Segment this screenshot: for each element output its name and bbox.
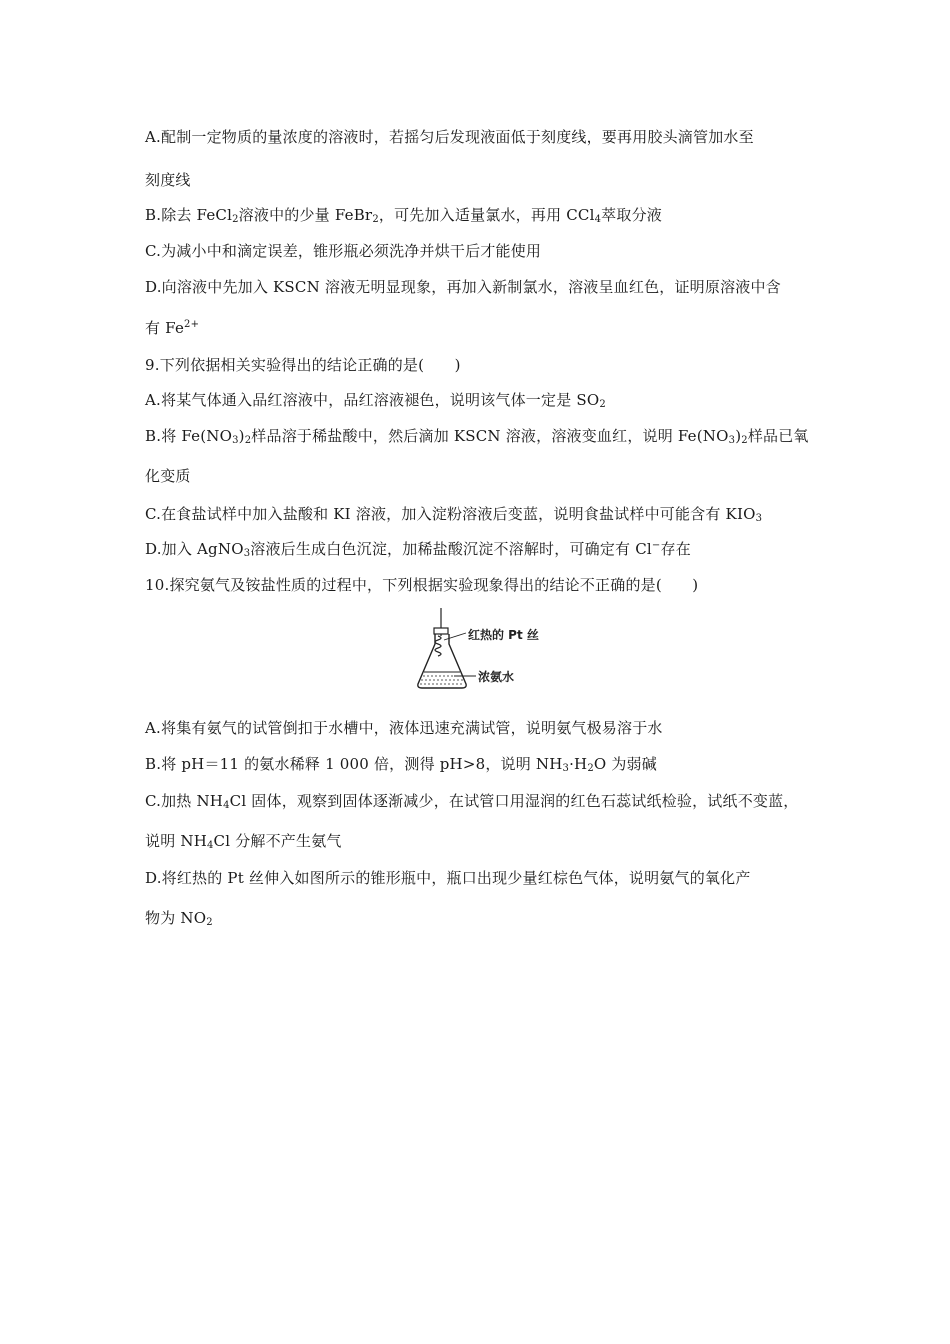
question-10-stem: 10.探究氨气及铵盐性质的过程中，下列根据实验现象得出的结论不正确的是( ) bbox=[145, 576, 699, 594]
q9-option-c: C.在食盐试样中加入盐酸和 KI 溶液，加入淀粉溶液后变蓝，说明食盐试样中可能含有 $KIO_3$ bbox=[145, 505, 763, 524]
ammonia-label: 浓氨水 bbox=[478, 670, 515, 684]
line-a-volumetric: A.配制一定物质的量浓度的溶液时，若摇匀后发现液面低于刻度线，要再用胶头滴管加水至 bbox=[145, 128, 754, 146]
q10-option-a: A.将集有氨气的试管倒扣于水槽中，液体迅速充满试管，说明氨气极易溶于水 bbox=[145, 719, 663, 737]
q9-option-d: D.加入 AgNO$_3$溶液后生成白色沉淀，加稀盐酸沉淀不溶解时，可确定有 Cl−存在 bbox=[145, 540, 691, 559]
q9-option-b: B.将 $Fe(NO_3)_2$样品溶于稀盐酸中，然后滴加 KSCN 溶液，溶液变血红，说明 $Fe(NO_3)_2$样品已氧 bbox=[145, 427, 809, 446]
line-b-fecl2: B.除去 FeCl$_2$溶液中的少量 FeBr$_2$，可先加入适量氯水，再用 CCl$_4$萃取分液 bbox=[145, 206, 662, 225]
q10-option-c: C.加热 $NH_4Cl$ 固体，观察到固体逐渐减少，在试管口用湿润的红色石蕊试纸检验，试纸不变蓝， bbox=[145, 792, 799, 811]
pt-wire-label: 红热的 Pt 丝 bbox=[468, 628, 539, 642]
q10-option-b: B.将 pH＝11 的氨水稀释 1 000 倍，测得 pH>8，说明 $NH_3\cdot H_2O$ 为弱碱 bbox=[145, 755, 657, 774]
line-d-kscn: D.向溶液中先加入 KSCN 溶液无明显现象，再加入新制氯水，溶液呈血红色，证明原溶液中含 bbox=[145, 278, 781, 296]
q10-option-c-cont: 说明 $NH_4Cl$ 分解不产生氨气 bbox=[145, 832, 342, 851]
line-a-volumetric-cont: 刻度线 bbox=[145, 171, 191, 189]
q10-option-d: D.将红热的 Pt 丝伸入如图所示的锥形瓶中，瓶口出现少量红棕色气体，说明氨气的氧化产 bbox=[145, 869, 751, 887]
flask-figure bbox=[410, 606, 540, 696]
q9-option-b-cont: 化变质 bbox=[145, 467, 191, 485]
q10-option-d-cont: 物为 $NO_2$ bbox=[145, 909, 213, 928]
erlenmeyer-flask-icon bbox=[410, 606, 540, 696]
question-9-stem: 9.下列依据相关实验得出的结论正确的是( ) bbox=[145, 356, 461, 374]
line-d-kscn-cont: 有 $Fe^{2+}$ bbox=[145, 319, 200, 337]
line-c-titration: C.为减小中和滴定误差，锥形瓶必须洗净并烘干后才能使用 bbox=[145, 242, 542, 260]
q9-option-a: A.将某气体通入品红溶液中，品红溶液褪色，说明该气体一定是 $SO_2$ bbox=[145, 391, 606, 410]
